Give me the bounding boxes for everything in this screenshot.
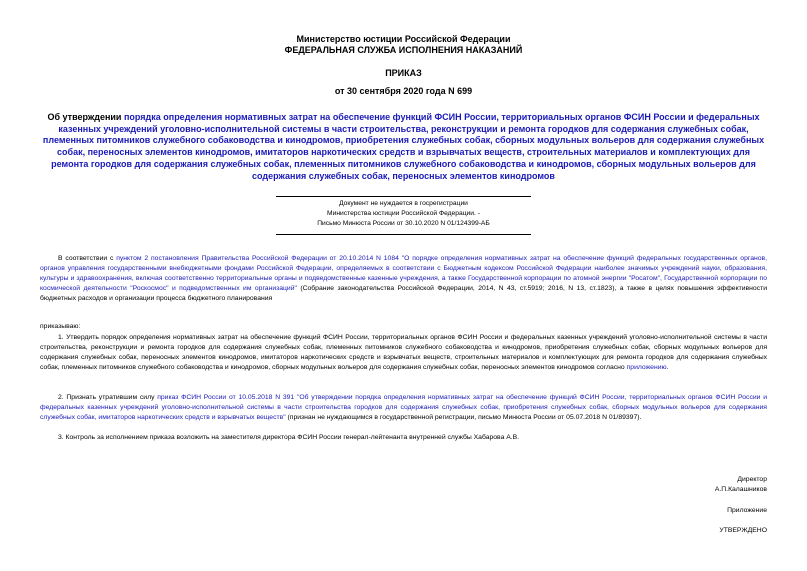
service-name: ФЕДЕРАЛЬНАЯ СЛУЖБА ИСПОЛНЕНИЯ НАКАЗАНИЙ [284,45,523,55]
order-item-1-text: 1. Утвердить порядок определения нормативных затрат на обеспечение функций ФСИН России, территориальных органов ФСИН России и федеральных казенных учреждений уголовно-исполнительной системы в части строительства, реконструкции и ремонта городков для содержания служебных собак, племенных питомников служебного собаководства и кинодромов, приобретения служебных собак, сборных модульных вольеров для содержания служебных собак, переносных элементов кинодромов, имитаторов наркотических средств и взрывчатых веществ, строительных материалов и комплектующих для ремонта городков для содержания служебных собак, племенных питомников служебного собаководства и кинодромов, сборных модульных вольеров для содержания служебных собак, переносных элементов кинодромов согласно [40,334,767,371]
order-item-2-text: 2. Признать утратившим силу [58,394,158,401]
signature-name: А.П.Калашников [714,486,767,493]
appendix-label: Приложение [727,507,767,514]
appendix-link[interactable]: приложению [626,364,667,371]
document-type: ПРИКАЗ [385,68,422,78]
preamble-text-start: В соответствии с [58,255,117,262]
registration-note-line-1: Документ не нуждается в госрегистрации [339,200,468,207]
approved-label: УТВЕРЖДЕНО [719,527,767,534]
document-date-number: от 30 сентября 2020 года N 699 [334,86,473,96]
order-item-1-end: . [666,364,669,371]
registration-note-line-2: Министерства юстиции Российской Федерации. - [327,210,480,217]
preamble-paragraph [40,254,767,304]
document-title [40,112,767,182]
title-link[interactable]: порядка определения нормативных затрат на обеспечение функций ФСИН России, территориальных органов ФСИН России и федеральных казенных учреждений уголовно-исполнительной системы в части строительства, реконструкции и ремонта городков для содержания служебных собак, племенных питомников служебного собаководства и кинодромов, приобретения служебных собак, сборных модульных вольеров для содержания служебных собак, переносных элементов кинодромов, имитаторов наркотических средств и взрывчатых веществ, строительных материалов и комплектующих для ремонта городков для содержания служебных собак, племенных питомников служебного собаководства и кинодромов, сборных модульных вольеров для содержания служебных собак, переносных элементов кинодромов [42,112,765,181]
repealed-order-link[interactable]: приказ ФСИН России от 10.05.2018 N 391 "Об утверждении порядка определения нормативных затрат на обеспечение функций ФСИН России, территориальных органов ФСИН России и федеральных казенных учреждений уголовно-исполнительной системы в части строительства городков для содержания служебных собак, приобретения служебных собак, сборных модульных вольеров для содержания служебных собак, имитаторов наркотических средств и взрывчатых веществ" [40,394,767,421]
registration-note-line-3: Письмо Минюста России от 30.10.2020 N 01/124399-АБ [317,220,490,227]
divider-bottom [276,234,531,235]
order-item-1 [40,333,767,373]
ministry-name: Министерство юстиции Российской Федерации [296,34,511,44]
preamble-text-end: (Собрание законодательства Российской Федерации, 2014, N 43, ст.5919; 2016, N 13, ст.1823), а также в целях повышения эффективности бюджетных расходов и организации процесса бюджетного планирования [40,285,767,302]
signature-position: Директор [737,476,767,483]
order-item-2 [40,393,767,423]
order-item-2-end: (признан не нуждающимся в государственной регистрации, письмо Минюста России от 05.07.2018 N 01/89397). [285,414,642,421]
title-prefix: Об утверждении [47,112,124,122]
government-decree-link[interactable]: пунктом 2 постановления Правительства Российской Федерации от 20.10.2014 N 1084 "О порядке определения нормативных затрат на обеспечение функций федеральных государственных органов, органов управления государственными внебюджетными фондами Российской Федерации, определяемых в соответствии с Бюджетным кодексом Российской Федерации наиболее значимых учреждений науки, образования, культуры и здравоохранения, включая соответственно территориальные органы и подведомственные казенные учреждения, а также Государственной корпорации по атомной энергии "Росатом", Государственной корпорации по космической деятельности "Роскосмос" и подведомственных им организаций" [40,255,768,292]
order-item-3: 3. Контроль за исполнением приказа возложить на заместителя директора ФСИН России генерал-лейтенанта внутренней службы Хабарова А.В. [58,434,520,441]
orders-word: приказываю: [40,323,81,330]
divider-top [276,196,531,197]
